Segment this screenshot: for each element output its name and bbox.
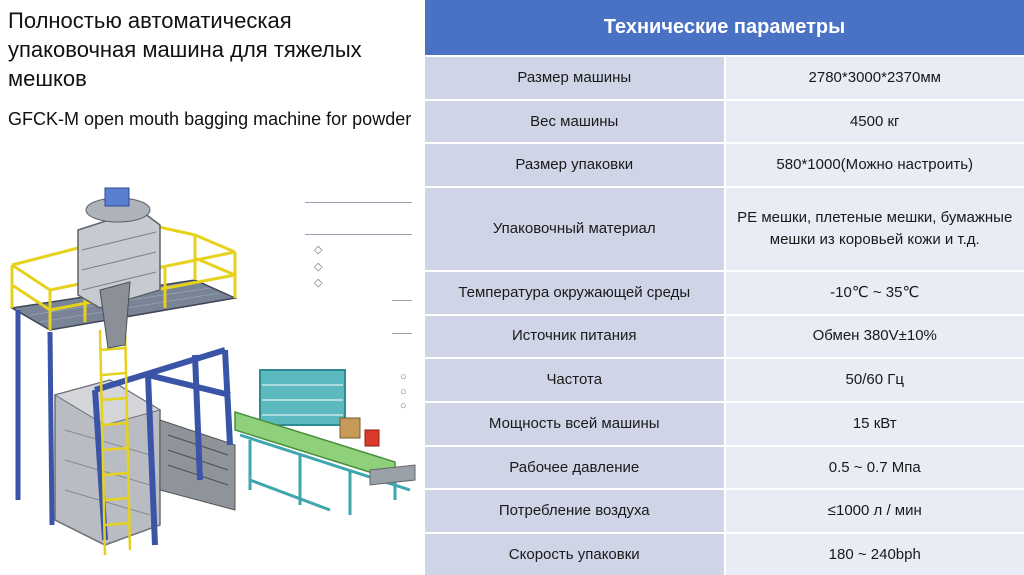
spec-row-machine-weight: [425, 100, 1024, 144]
spec-value: PE мешки, плетеные мешки, бумажные мешки из коровьей кожи и т.д.: [725, 187, 1024, 271]
spec-key: Мощность всей машины: [425, 402, 725, 446]
spec-key: Размер машины: [425, 56, 725, 100]
feeder-chute: [100, 282, 130, 348]
spec-value: 15 кВт: [725, 402, 1024, 446]
spec-value: 180 ~ 240bph: [725, 533, 1024, 575]
spec-value: 2780*3000*2370мм: [725, 56, 1024, 100]
spec-value: 0.5 ~ 0.7 Мпа: [725, 446, 1024, 490]
red-unit: [365, 430, 379, 446]
spec-row-total-power: [425, 402, 1024, 446]
conveyor-cabinet: [260, 370, 345, 425]
spec-key: Вес машины: [425, 100, 725, 144]
spec-key: Рабочее давление: [425, 446, 725, 490]
spec-value: 50/60 Гц: [725, 358, 1024, 402]
spec-value: Обмен 380V±10%: [725, 315, 1024, 359]
title-english: GFCK-M open mouth bagging machine for powder: [8, 109, 412, 129]
circle-bullet-icon: ○: [400, 371, 407, 383]
spec-row-package-size: [425, 143, 1024, 187]
spec-key: Скорость упаковки: [425, 533, 725, 575]
spec-table-header: Технические параметры: [425, 0, 1024, 56]
title-russian: Полностью автоматическая упаковочная машина для тяжелых мешков: [8, 8, 362, 91]
tech-spec-table: [425, 0, 1024, 575]
spec-row-ambient-temperature: [425, 271, 1024, 315]
spec-row-air-consumption: [425, 489, 1024, 533]
spec-row-packing-material: [425, 187, 1024, 271]
motor: [105, 188, 129, 206]
spec-row-power-source: [425, 315, 1024, 359]
spec-key: Источник питания: [425, 315, 725, 359]
bagging-machine-illustration: [0, 180, 425, 575]
bag-box: [340, 418, 360, 438]
support-legs: [18, 310, 52, 525]
spec-value: -10℃ ~ 35℃: [725, 271, 1024, 315]
spec-value: ≤1000 л / мин: [725, 489, 1024, 533]
spec-row-frequency: [425, 358, 1024, 402]
spec-value: 4500 кг: [725, 100, 1024, 144]
spec-key: Частота: [425, 358, 725, 402]
spec-row-machine-size: [425, 56, 1024, 100]
spec-key: Потребление воздуха: [425, 489, 725, 533]
diamond-bullet-icon: ◇: [314, 261, 323, 273]
circle-bullet-icon: ○: [400, 400, 407, 412]
spec-key: Температура окружающей среды: [425, 271, 725, 315]
circle-bullet-icon: ○: [400, 386, 407, 398]
spec-key: Размер упаковки: [425, 143, 725, 187]
spec-row-packing-speed: [425, 533, 1024, 575]
spec-value: 580*1000(Можно настроить): [725, 143, 1024, 187]
diamond-bullet-icon: ◇: [314, 277, 323, 289]
diamond-bullet-icon: ◇: [314, 244, 323, 256]
spec-key: Упаковочный материал: [425, 187, 725, 271]
spec-row-working-pressure: [425, 446, 1024, 490]
